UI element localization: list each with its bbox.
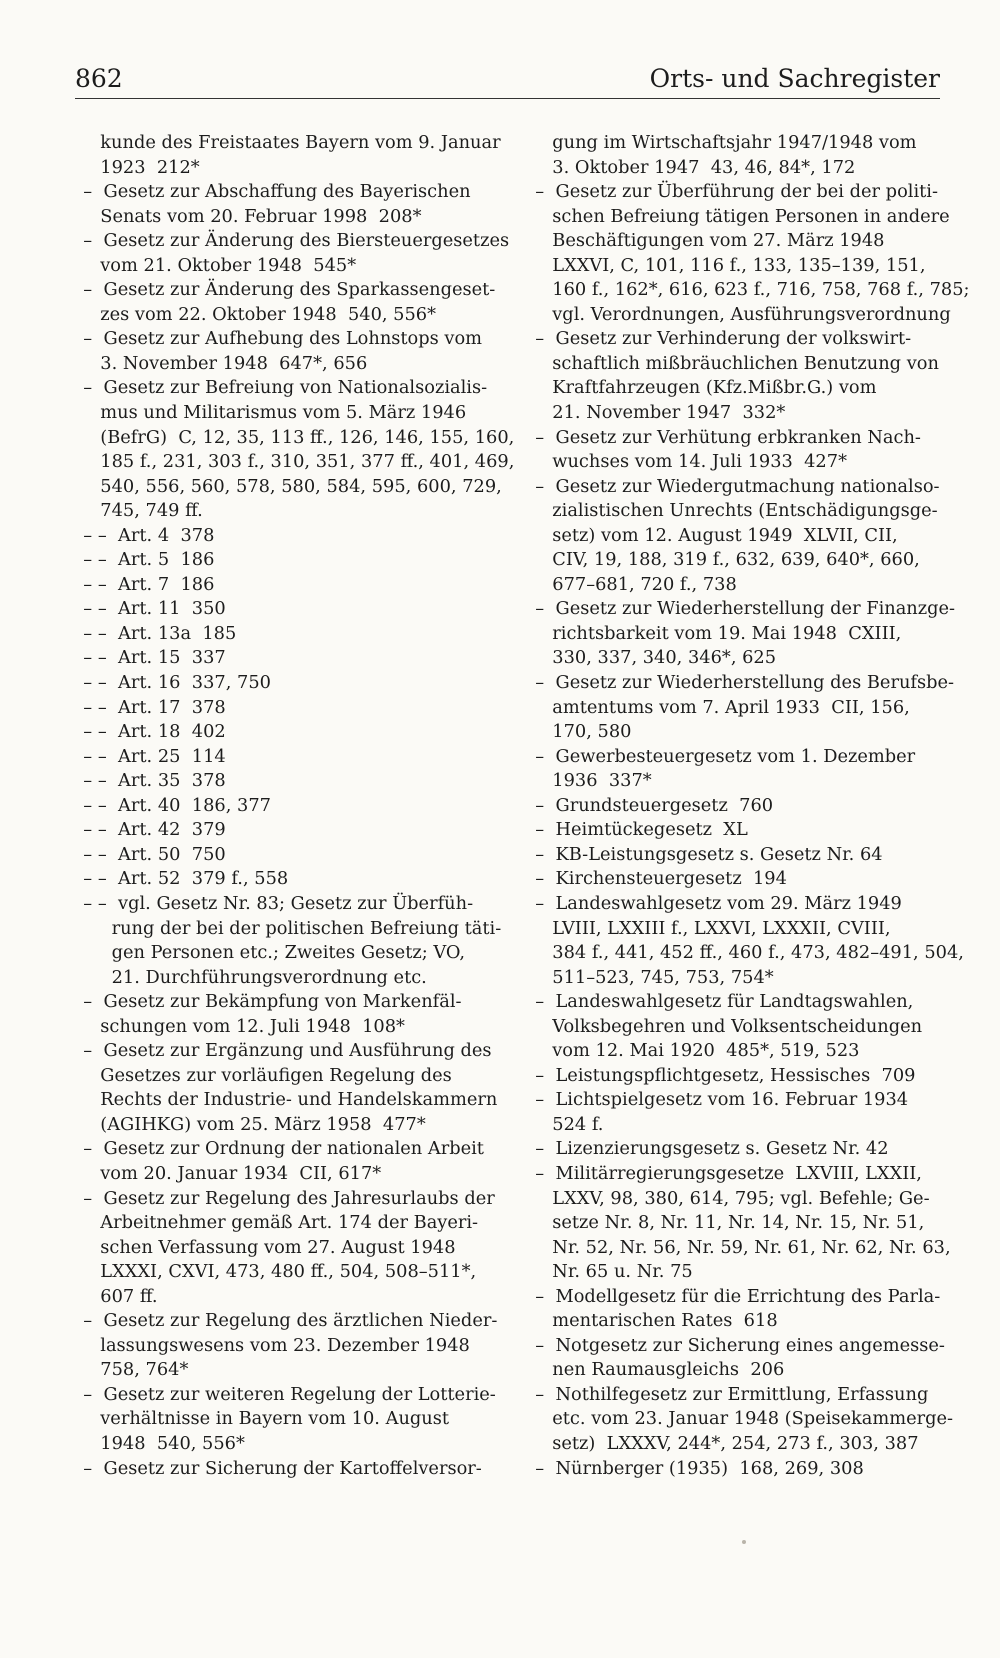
index-line: – Gesetz zur Überführung der bei der politi- [524,181,938,203]
index-line: Nr. 65 u. Nr. 75 [524,1261,693,1283]
index-line: gung im Wirtschaftsjahr 1947/1948 vom [524,132,917,153]
index-line: 511–523, 745, 753, 754* [524,966,774,988]
index-line: schen Verfassung vom 27. August 1948 [72,1236,456,1258]
index-line: – Gewerbesteuergesetz vom 1. Dezember [524,745,916,767]
index-line: – Gesetz zur Verhütung erbkranken Nach- [524,426,921,448]
index-line: Beschäftigungen vom 27. März 1948 [524,230,885,252]
index-line: mus und Militarismus vom 5. März 1946 [72,402,467,424]
index-line: vom 12. Mai 1920 485*, 519, 523 [524,1040,860,1062]
index-line: – Nothilfegesetz zur Ermittlung, Erfassung [524,1383,929,1405]
index-line: 607 ff. [72,1285,158,1307]
index-line: – – Art. 4 378 [72,524,215,546]
index-line: – – Art. 35 378 [72,770,226,792]
index-line: 170, 580 [524,721,632,743]
index-line: – Gesetz zur Ordnung der nationalen Arbeit [72,1138,484,1160]
index-line: setze Nr. 8, Nr. 11, Nr. 14, Nr. 15, Nr. 51, [524,1212,925,1234]
index-line: (BefrG) C, 12, 35, 113 ff., 126, 146, 155, 160, [72,426,515,448]
index-line: – Gesetz zur Ergänzung und Ausführung des [72,1040,492,1062]
index-line: – Landeswahlgesetz für Landtagswahlen, [524,991,914,1013]
index-line: – Modellgesetz für die Errichtung des Parla- [524,1285,941,1307]
index-line: zes vom 22. Oktober 1948 540, 556* [72,303,437,325]
left-index-column [72,131,515,1481]
index-line: – Gesetz zur Abschaffung des Bayerischen [72,181,471,203]
paper-speck [742,1540,746,1544]
index-line: 745, 749 ff. [72,500,203,522]
index-line: setz) LXXXV, 244*, 254, 273 f., 303, 387 [524,1432,919,1454]
index-line: gen Personen etc.; Zweites Gesetz; VO, [72,942,466,964]
index-line: 677–681, 720 f., 738 [524,573,737,595]
index-line: lassungswesens vom 23. Dezember 1948 [72,1334,470,1356]
index-line: – Militärregierungsgesetze LXVIII, LXXII, [524,1162,922,1184]
index-line: vgl. Verordnungen, Ausführungsverordnung [524,303,951,325]
page-number: 862 [75,64,123,93]
index-line: 3. Oktober 1947 43, 46, 84*, 172 [524,156,856,178]
index-line: 540, 556, 560, 578, 580, 584, 595, 600, 729, [72,475,502,497]
index-line: – Gesetz zur Regelung des ärztlichen Nieder- [72,1310,498,1332]
running-title: Orts- und Sachregister [649,64,940,93]
index-line: – Lichtspielgesetz vom 16. Februar 1934 [524,1089,909,1111]
index-line: – Gesetz zur Sicherung der Kartoffelversor- [72,1457,482,1479]
index-line: 384 f., 441, 452 ff., 460 f., 473, 482–491, 504, [524,942,964,964]
index-line: – Gesetz zur Wiedergutmachung nationalso- [524,475,940,497]
index-line: schen Befreiung tätigen Personen in andere [524,205,950,227]
index-line: – Gesetz zur weiteren Regelung der Lotterie- [72,1383,496,1405]
index-line: etc. vom 23. Januar 1948 (Speisekammerge- [524,1408,954,1430]
index-line: – Notgesetz zur Sicherung eines angemesse- [524,1334,945,1356]
index-line: – Gesetz zur Regelung des Jahresurlaubs der [72,1187,495,1209]
index-line: vom 20. Januar 1934 CII, 617* [72,1162,382,1184]
index-line: 21. Durchführungsverordnung etc. [72,966,427,988]
index-line: – – Art. 16 337, 750 [72,672,271,694]
index-line: – Gesetz zur Wiederherstellung der Finanzge- [524,598,956,620]
index-line: – – Art. 15 337 [72,647,226,669]
index-line: – Grundsteuergesetz 760 [524,794,774,816]
index-line: 1948 540, 556* [72,1432,245,1454]
index-line: 1923 212* [72,156,200,178]
index-line: rung der bei der politischen Befreiung täti- [72,917,502,939]
index-line: LVIII, LXXIII f., LXXVI, LXXXII, CVIII, [524,917,891,939]
index-line: CIV, 19, 188, 319 f., 632, 639, 640*, 660, [524,549,920,571]
index-line: – Nürnberger (1935) 168, 269, 308 [524,1457,864,1479]
index-line: – Leistungspflichtgesetz, Hessisches 709 [524,1064,916,1086]
index-line: – Gesetz zur Wiederherstellung des Berufsbe- [524,672,955,694]
index-line: LXXXI, CXVI, 473, 480 ff., 504, 508–511*, [72,1261,477,1283]
index-line: 524 f. [524,1113,604,1135]
index-line: – Gesetz zur Änderung des Sparkassengeset- [72,279,496,301]
index-line: 160 f., 162*, 616, 623 f., 716, 758, 768 f., 785; [524,279,970,301]
page-header [75,58,940,99]
index-line: – – Art. 42 379 [72,819,226,841]
index-line: – Kirchensteuergesetz 194 [524,868,787,890]
index-line: 21. November 1947 332* [524,402,786,424]
index-line: – – Art. 13a 185 [72,622,237,644]
index-line: – Gesetz zur Änderung des Biersteuergesetzes [72,230,510,252]
index-line: wuchses vom 14. Juli 1933 427* [524,451,847,473]
index-line: (AGIHKG) vom 25. März 1958 477* [72,1113,426,1135]
index-line: – KB-Leistungsgesetz s. Gesetz Nr. 64 [524,843,883,865]
index-line: richtsbarkeit vom 19. Mai 1948 CXIII, [524,622,902,644]
index-line: – Heimtückegesetz XL [524,819,748,841]
index-line: Volksbegehren und Volksentscheidungen [524,1015,923,1037]
index-line: – – vgl. Gesetz Nr. 83; Gesetz zur Überfüh- [72,892,474,914]
index-line: – Gesetz zur Bekämpfung von Markenfäl- [72,991,462,1013]
right-index-column [524,131,970,1481]
index-line: – Gesetz zur Befreiung von Nationalsozialis- [72,377,488,399]
index-line: mentarischen Rates 618 [524,1310,778,1332]
index-line: – – Art. 11 350 [72,598,226,620]
index-line: – – Art. 5 186 [72,549,215,571]
index-line: setz) vom 12. August 1949 XLVII, CII, [524,524,898,546]
index-line: – Gesetz zur Aufhebung des Lohnstops vom [72,328,483,350]
index-line: zialistischen Unrechts (Entschädigungsge- [524,500,938,522]
index-line: 3. November 1948 647*, 656 [72,352,368,374]
index-line: Rechts der Industrie- und Handelskammern [72,1089,498,1111]
index-line: – Gesetz zur Verhinderung der volkswirt- [524,328,912,350]
index-line: LXXV, 98, 380, 614, 795; vgl. Befehle; Ge- [524,1187,930,1209]
index-line: Kraftfahrzeugen (Kfz.Mißbr.G.) vom [524,377,877,399]
index-line: – – Art. 7 186 [72,573,215,595]
index-line: 758, 764* [72,1359,189,1381]
index-line: schaftlich mißbräuchlichen Benutzung von [524,352,939,374]
index-line: – – Art. 18 402 [72,721,226,743]
index-line: 185 f., 231, 303 f., 310, 351, 377 ff., 401, 469, [72,451,515,473]
index-line: 330, 337, 340, 346*, 625 [524,647,777,669]
index-line: LXXVI, C, 101, 116 f., 133, 135–139, 151, [524,254,926,276]
index-line: – Lizenzierungsgesetz s. Gesetz Nr. 42 [524,1138,889,1160]
index-line: nen Raumausgleichs 206 [524,1359,785,1381]
index-line: amtentums vom 7. April 1933 CII, 156, [524,696,910,718]
index-line: verhältnisse in Bayern vom 10. August [72,1408,450,1430]
index-line: Nr. 52, Nr. 56, Nr. 59, Nr. 61, Nr. 62, Nr. 63, [524,1236,951,1258]
index-line: Gesetzes zur vorläufigen Regelung des [72,1064,452,1086]
index-line: – – Art. 50 750 [72,843,226,865]
index-line: – – Art. 17 378 [72,696,226,718]
index-line: – – Art. 40 186, 377 [72,794,271,816]
index-line: Arbeitnehmer gemäß Art. 174 der Bayeri- [72,1212,479,1234]
index-line: 1936 337* [524,770,652,792]
index-line: – Landeswahlgesetz vom 29. März 1949 [524,892,902,914]
index-line: schungen vom 12. Juli 1948 108* [72,1015,405,1037]
index-line: vom 21. Oktober 1948 545* [72,254,357,276]
index-line: kunde des Freistaates Bayern vom 9. Januar [72,132,501,153]
index-line: – – Art. 25 114 [72,745,226,767]
index-line: Senats vom 20. Februar 1998 208* [72,205,422,227]
index-line: – – Art. 52 379 f., 558 [72,868,289,890]
